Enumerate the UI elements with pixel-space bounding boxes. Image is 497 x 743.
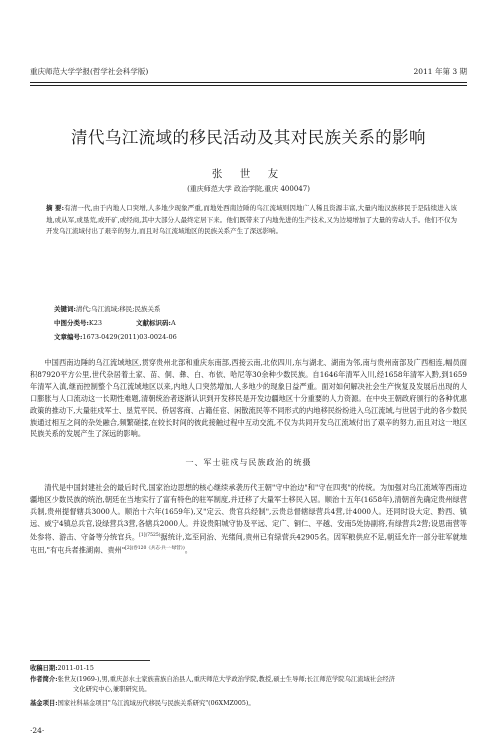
article-number-value: 1673-0429(2011)03-0024-06 bbox=[82, 333, 177, 341]
fund-text: 国家社科基金项目"乌江流域历代移民与民族关系研究"(06XMZ005)。 bbox=[57, 700, 255, 707]
body-paragraph bbox=[30, 482, 467, 556]
doc-code: A bbox=[170, 319, 176, 327]
abstract bbox=[46, 203, 457, 238]
received-label: 收稿日期: bbox=[30, 665, 58, 672]
clc-label: 中图分类号: bbox=[54, 319, 89, 327]
journal-name: 重庆师范大学学报(哲学社会科学版) bbox=[30, 67, 149, 76]
article-title: 清代乌江流域的移民活动及其对民族关系的影响 bbox=[71, 128, 426, 147]
header-rule-thin bbox=[30, 85, 467, 86]
author-name: 张 世 友 bbox=[211, 168, 286, 180]
keywords bbox=[54, 304, 160, 313]
citation-1: [1](7525) bbox=[139, 532, 161, 538]
header-rule bbox=[30, 82, 467, 83]
abstract-label: 摘 要: bbox=[46, 204, 65, 212]
keywords-label: 关键词: bbox=[54, 305, 76, 313]
citation-2: [2](卷120《兵志·兵一·绿营》) bbox=[125, 545, 185, 551]
classification bbox=[54, 318, 176, 327]
author-affiliation: (重庆师范大学 政治学院,重庆 400047) bbox=[187, 185, 310, 193]
running-header bbox=[30, 66, 467, 80]
footnote-rule bbox=[30, 660, 150, 661]
paragraph-text-2: 据统计,迄至同治、光绪间,贵州已有绿营兵42905名。因军粮供应不足,朝廷允许一部分驻军就地屯田,"有屯兵者推湖南、贵州" bbox=[30, 532, 467, 555]
author-bio-text-cont: 文化研究中心,兼职研究员。 bbox=[73, 686, 151, 694]
page-number: ·24· bbox=[30, 726, 45, 735]
article-number-label: 文章编号: bbox=[54, 333, 83, 341]
paragraph-text-3: 。 bbox=[184, 545, 192, 555]
article-number bbox=[54, 332, 177, 341]
section-heading: 一、军士驻戍与民族政治的统摄 bbox=[185, 458, 312, 467]
author-bio-label: 作者简介: bbox=[30, 676, 58, 683]
fund-label: 基金项目: bbox=[30, 700, 58, 707]
doc-code-label: 文献标识码: bbox=[136, 319, 171, 327]
author-bio-text: 张世友(1969-),男,重庆彭水土家族苗族自治县人,重庆师范大学政治学院,教授,硕士生导师;长江师范学院乌江流域社会经济 bbox=[57, 676, 395, 683]
received-date bbox=[30, 664, 467, 674]
received-value: 2011-01-15 bbox=[57, 665, 94, 672]
author-bio bbox=[30, 675, 467, 696]
intro-paragraph: 中国西南边陲的乌江流域地区,贯穿贵州北部和重庆东南部,西接云南,北依四川,东与湖北、湖南为邻,南与贵州南部及广西相连,幅员面积87920平方公里,世代杂居着土家、苗、侗、彝、白、布依、哈尼等30余种少数民族。自1646年清军入川,经1658年清军入黔,到1659年清军入滇,继而控制整个乌江流域地区以来,内地人口突然增加,人多地少的现象日益严重。面对如何解决社会生产恢复及发展后出现的人口膨胀与人口流动这一长期性难题,清朝统治者逐渐认识到开发移民是开发边疆地区十分重要的人力资源。在中央王朝政府颁行的各种优惠政策的推动下,大量驻戍军士、垦荒平民、侨居客商、占籍任宦、闲散流民等不同形式的内地移民纷纷进入乌江流域,与世居于此的各少数民族通过相互之间的杂处融合,频繁磋揉,在较长时间的彼此接触过程中互动交流,不仅为共同开发乌江流域付出了艰辛的努力,而且对这一地区民族关系的发展产生了深远的影响。 bbox=[30, 358, 467, 439]
clc-code: K23 bbox=[88, 319, 103, 327]
keywords-text: 清代;乌江流域;移民;民族关系 bbox=[75, 305, 161, 313]
paragraph-text-1: 清代是中国封建社会的最后时代,国家治边思想的核心继续承袭历代王朝"守中治边"和"守在四夷"的传统。为加强对乌江流域等西南边疆地区少数民族的统治,朝廷在当地实行了富有特色的驻军制度,并迁移了大量军士移民入居。顺治十五年(1658年),清朝首先确定贵州绿营兵制,贵州提督辖兵3000人。顺治十六年(1659年),又"定云、贵官兵经制",云贵总督辖绿营兵4营,计4000人。还同时设大定、黔西、镇远、威宁4镇总兵官,设绿营兵3营,各辖兵2000人。并设贵阳城守协及平远、定广、铜仁、平越、安南5处协副将,有绿营兵2营;设思南营等处参将、游击、守备等分统官兵。 bbox=[30, 483, 467, 542]
abstract-text: 有清一代,由于内地人口突增,人多地少现象严重,而地处西南边陲的乌江流域则因地广人稀且资源丰富,大量内地汉族移民于是陆续进入该地,或从军,或垦荒,或开矿,或经商,其中大部分人最终定居下来。他们既带来了内地先进的生产技术,又为边境增加了大量的劳动人手。他们不仅为开发乌江流域付出了艰辛的努力,而且对乌江流域地区的民族关系产生了深远影响。 bbox=[46, 204, 458, 236]
issue-label: 2011 年第 3 期 bbox=[413, 67, 467, 76]
fund-info bbox=[30, 699, 467, 709]
